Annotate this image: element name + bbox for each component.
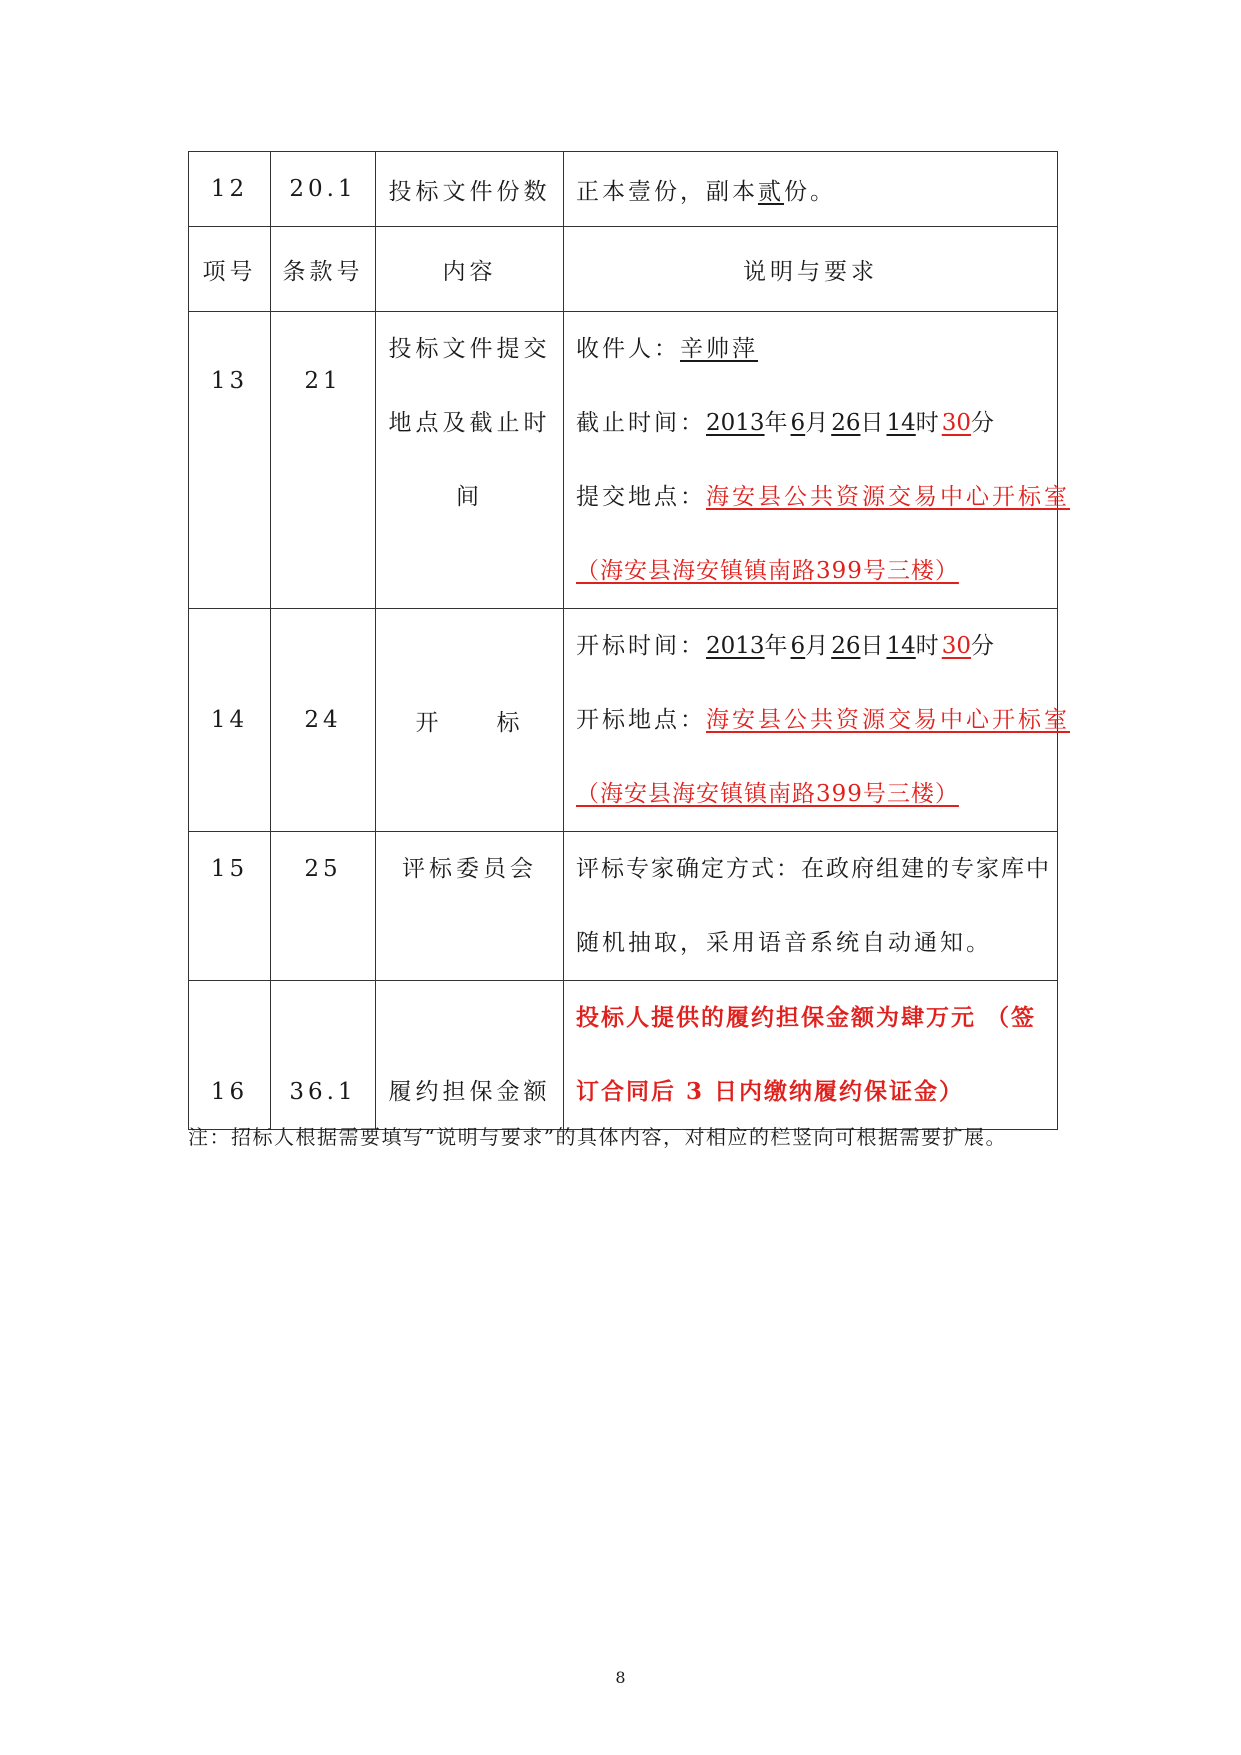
clause-number: 20.1 — [271, 152, 376, 227]
item-number: 16 — [189, 981, 271, 1130]
content-cell: 开 标 — [376, 609, 564, 832]
address-line: （海安县海安镇镇南路399号三楼） — [576, 558, 959, 584]
item-number: 12 — [189, 152, 271, 227]
table-row — [189, 832, 1058, 981]
address-line: （海安县海安镇镇南路399号三楼） — [576, 781, 959, 807]
page-number: 8 — [615, 1668, 626, 1687]
clause-number: 21 — [271, 312, 376, 609]
table-row — [189, 981, 1058, 1130]
tender-data-table — [188, 151, 1070, 1130]
header-item: 项号 — [189, 227, 271, 312]
header-description: 说明与要求 — [564, 227, 1058, 312]
description-cell: 评标专家确定方式：在政府组建的专家库中 随机抽取，采用语音系统自动通知。 — [564, 832, 1058, 981]
opening-place-line: 开标地点：海安县公共资源交易中心开标室 — [576, 707, 1070, 733]
item-number: 15 — [189, 832, 271, 981]
item-number: 13 — [189, 312, 271, 609]
description-cell: 投标人提供的履约担保金额为肆万元 （签 订合同后 3 日内缴纳履约保证金） — [564, 981, 1058, 1130]
header-content: 内容 — [376, 227, 564, 312]
table-row — [189, 609, 1058, 832]
clause-number: 36.1 — [271, 981, 376, 1130]
opening-time-line: 开标时间：2013年6月26日14时30分 — [576, 633, 998, 659]
deadline-line: 截止时间：2013年6月26日14时30分 — [576, 410, 998, 436]
content-cell: 履约担保金额 — [376, 981, 564, 1130]
table-header-row — [189, 227, 1058, 312]
table-row — [189, 152, 1058, 227]
content-cell: 评标委员会 — [376, 832, 564, 981]
item-number: 14 — [189, 609, 271, 832]
clause-number: 25 — [271, 832, 376, 981]
description-cell — [564, 609, 1070, 832]
clause-number: 24 — [271, 609, 376, 832]
table-footnote: 注：招标人根据需要填写“说明与要求”的具体内容，对相应的栏竖向可根据需要扩展。 — [188, 1125, 1007, 1149]
description-cell — [564, 312, 1070, 609]
recipient-line: 收件人：辛帅萍 — [576, 336, 758, 362]
content-cell: 投标文件份数 — [376, 152, 564, 227]
content-cell: 投标文件提交 地点及截止时 间 — [376, 312, 564, 609]
description-cell: 正本壹份，副本贰份。 — [564, 152, 1058, 227]
place-line: 提交地点：海安县公共资源交易中心开标室 — [576, 484, 1070, 510]
header-clause: 条款号 — [271, 227, 376, 312]
table-row — [189, 312, 1058, 609]
